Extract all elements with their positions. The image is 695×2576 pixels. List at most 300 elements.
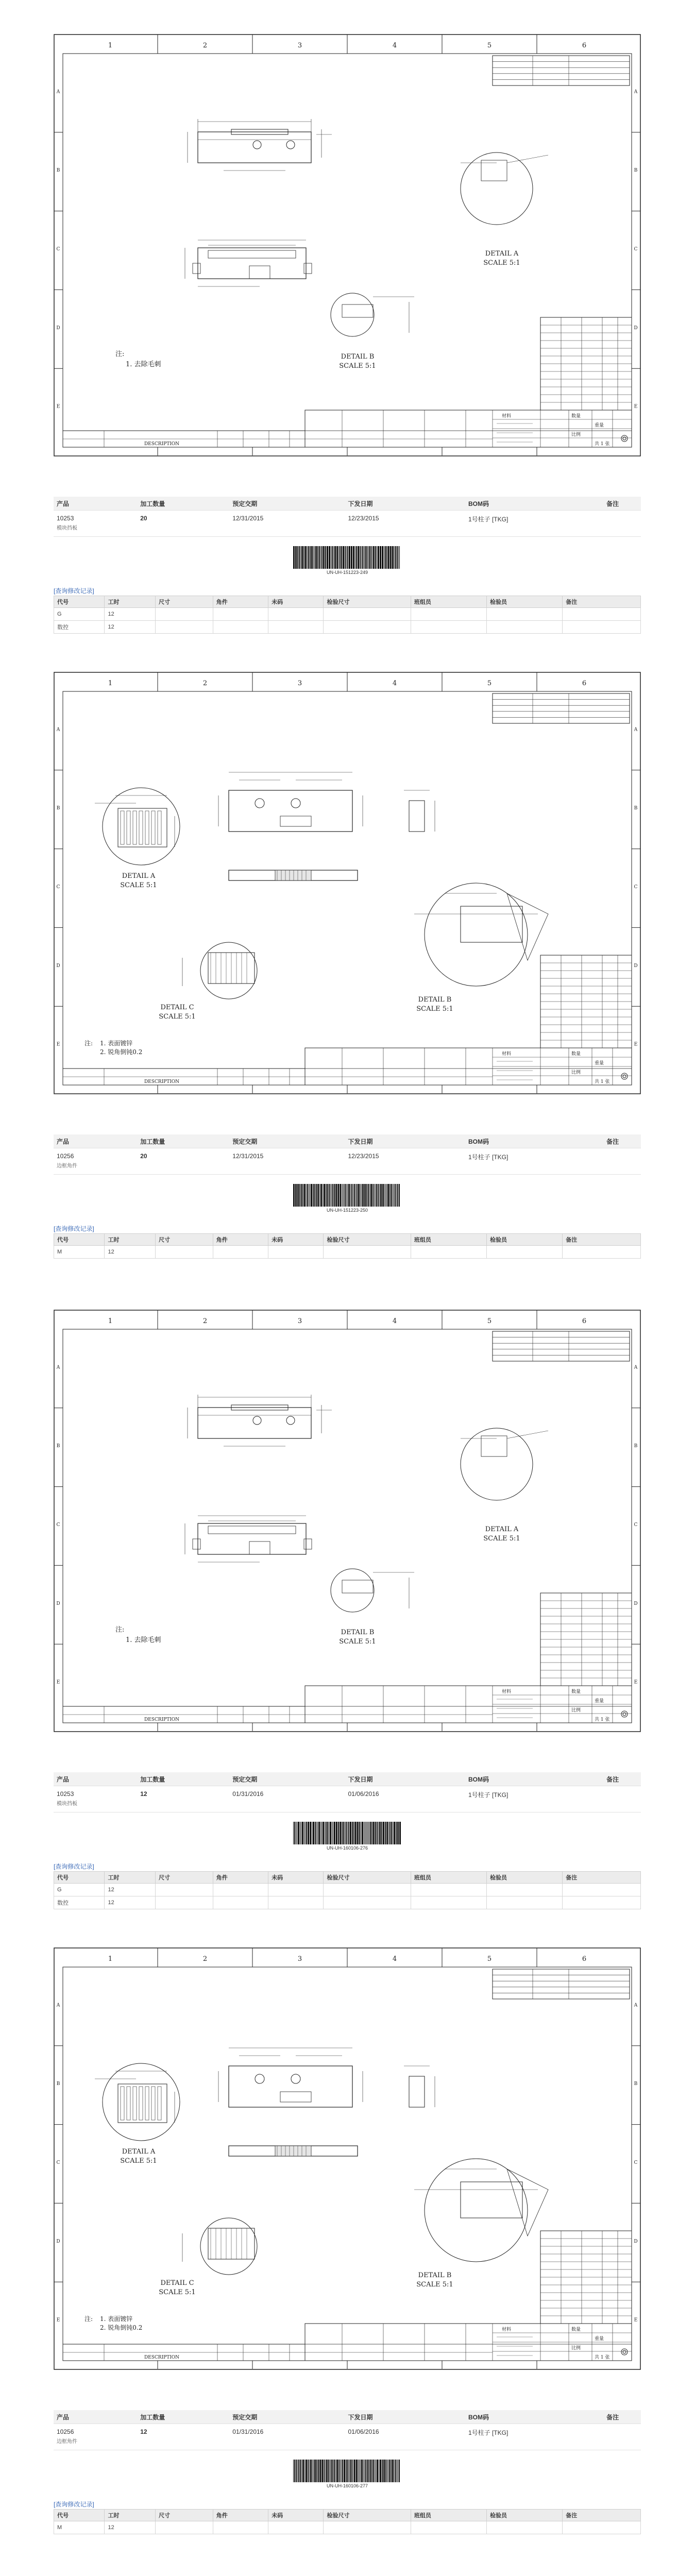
barcode-bar	[390, 546, 392, 569]
title-block-label: 共 1 张	[595, 442, 610, 447]
barcode-bar	[333, 546, 334, 569]
title-block-label: 共 1 张	[595, 1079, 610, 1084]
barcode-bar	[297, 546, 298, 569]
barcode-bar	[304, 2460, 305, 2482]
barcode-bar	[314, 546, 315, 569]
process-header-cell: 检验尺寸	[324, 1234, 411, 1246]
barcode-bar	[319, 546, 320, 569]
title-block-label: 比例	[571, 1070, 581, 1075]
notes-line: 2. 锐角倒钝0.2	[100, 2324, 143, 2331]
barcode-bar	[329, 546, 330, 569]
process-empty-cell[interactable]	[324, 1884, 411, 1896]
barcode-bar	[320, 1822, 321, 1844]
process-empty-cell[interactable]	[324, 608, 411, 621]
barcode-bar	[334, 2460, 335, 2482]
process-header-cell: 工时	[105, 2510, 156, 2521]
barcode-bar	[358, 1184, 360, 1207]
process-code: M	[54, 2521, 105, 2534]
barcode-bar	[340, 2460, 341, 2482]
barcode-bar	[395, 2460, 396, 2482]
detail-a-label: DETAIL A	[485, 1526, 519, 1533]
barcode-image	[293, 546, 401, 569]
detail-b-scale: SCALE 5:1	[339, 1638, 376, 1646]
detail-a-scale: SCALE 5:1	[483, 259, 520, 267]
barcode-bar	[308, 2460, 309, 2482]
notes-line: 1. 去除毛刺	[126, 361, 161, 368]
barcode-bar	[293, 2460, 294, 2482]
barcode-bar	[313, 2460, 314, 2482]
process-table	[54, 1871, 641, 1909]
zone-row-label: C	[56, 1522, 60, 1528]
barcode-bar	[391, 2460, 392, 2482]
barcode-bar	[370, 1822, 371, 1844]
barcode-bar	[317, 546, 318, 569]
process-header-cell: 备注	[563, 596, 641, 608]
header-quantity: 加工数量	[137, 1134, 229, 1148]
process-header-cell: 代号	[54, 2510, 105, 2521]
barcode-bar	[369, 1184, 370, 1207]
barcode-bar	[365, 546, 366, 569]
zone-row-label: A	[56, 1365, 60, 1370]
barcode-bar	[370, 1184, 372, 1207]
process-header-cell: 角件	[213, 1872, 268, 1884]
process-empty-cell[interactable]	[411, 1884, 486, 1896]
barcode-bar	[312, 2460, 313, 2482]
notes-heading: 注:	[115, 350, 125, 358]
barcode-bar	[380, 1184, 382, 1207]
barcode-bar	[365, 2460, 366, 2482]
process-empty-cell[interactable]	[563, 1246, 641, 1259]
process-empty-cell[interactable]	[411, 1246, 486, 1259]
process-header-cell: 未码	[268, 1234, 324, 1246]
barcode-bar	[311, 546, 313, 569]
barcode-bar	[389, 2460, 390, 2482]
order-info-table	[54, 497, 641, 537]
bom-value: 1号柱子 [TKG]	[465, 2424, 603, 2450]
barcode-bar	[323, 1822, 324, 1844]
barcode-bar	[294, 2460, 295, 2482]
work-order-sheet	[54, 672, 641, 1322]
order-info-row	[54, 1148, 641, 1175]
process-empty-cell[interactable]	[268, 1246, 324, 1259]
barcode-bar	[340, 546, 341, 569]
process-empty-cell[interactable]	[324, 2521, 411, 2534]
zone-row-label: B	[634, 1444, 638, 1449]
barcode-bar	[386, 1822, 388, 1844]
header-note: 备注	[603, 497, 641, 511]
technical-drawing-svg	[54, 34, 641, 456]
zone-column-label: 4	[392, 42, 397, 49]
barcode-bar	[360, 546, 361, 569]
barcode-bar	[340, 1184, 341, 1207]
process-empty-cell[interactable]	[487, 1246, 563, 1259]
barcode-bar	[321, 2460, 323, 2482]
zone-row-label: C	[56, 885, 60, 890]
barcode-bar	[316, 1184, 317, 1207]
barcode-bar	[395, 1184, 396, 1207]
barcode	[293, 1822, 401, 1853]
barcode-bar	[308, 546, 309, 569]
process-row	[54, 2521, 641, 2534]
release-date-value: 12/23/2015	[345, 511, 465, 537]
notes-line: 2. 锐角倒钝0.2	[100, 1048, 143, 1056]
barcode-bar	[313, 1822, 314, 1844]
zone-row-label: B	[634, 168, 638, 174]
barcode-bar	[323, 546, 325, 569]
process-header-cell: 代号	[54, 1234, 105, 1246]
detail-b-scale: SCALE 5:1	[416, 2281, 453, 2289]
process-empty-cell[interactable]	[268, 2521, 324, 2534]
barcode-bar	[389, 1184, 391, 1207]
zone-row-label: E	[56, 1042, 60, 1047]
process-empty-cell[interactable]	[411, 608, 486, 621]
barcode-bar	[300, 2460, 301, 2482]
barcode-bar	[332, 546, 333, 569]
zone-column-label: 2	[202, 680, 208, 687]
barcode-bar	[397, 1184, 398, 1207]
process-empty-cell[interactable]	[487, 608, 563, 621]
quantity-value: 12	[137, 2424, 229, 2450]
barcode-bar	[399, 546, 400, 569]
process-empty-cell[interactable]	[156, 2521, 213, 2534]
barcode-bar	[379, 1184, 380, 1207]
process-empty-cell[interactable]	[411, 1896, 486, 1909]
process-hours: 12	[105, 1896, 156, 1909]
zone-column-label: 3	[297, 42, 302, 49]
detail-a-scale: SCALE 5:1	[120, 2157, 157, 2165]
process-empty-cell[interactable]	[268, 1884, 324, 1896]
bom-value: 1号柱子 [TKG]	[465, 1786, 603, 1812]
barcode-bar	[307, 1184, 308, 1207]
order-info-table	[54, 2410, 641, 2450]
detail-a-label: DETAIL A	[485, 250, 519, 258]
process-empty-cell[interactable]	[487, 1896, 563, 1909]
barcode-bar	[344, 2460, 345, 2482]
barcode-bar	[391, 1822, 392, 1844]
process-header-cell: 角件	[213, 596, 268, 608]
process-empty-cell[interactable]	[213, 608, 268, 621]
barcode-bar	[353, 546, 354, 569]
technical-drawing-svg	[54, 672, 641, 1094]
process-empty-cell[interactable]	[411, 621, 486, 634]
process-header	[54, 596, 641, 608]
barcode-bar	[298, 1822, 299, 1844]
process-empty-cell[interactable]	[563, 621, 641, 634]
barcode-bar	[329, 1184, 330, 1207]
process-empty-cell[interactable]	[156, 1884, 213, 1896]
release-date-value: 12/23/2015	[345, 1148, 465, 1175]
process-empty-cell[interactable]	[156, 1246, 213, 1259]
header-bom: BOM码	[465, 497, 603, 511]
barcode-bar	[303, 546, 304, 569]
process-empty-cell[interactable]	[563, 608, 641, 621]
barcode-bar	[397, 546, 398, 569]
process-header-cell: 备注	[563, 1234, 641, 1246]
zone-column-label: 3	[297, 1955, 302, 1963]
process-empty-cell[interactable]	[213, 1896, 268, 1909]
zone-row-label: C	[634, 247, 638, 252]
barcode-bar	[314, 2460, 316, 2482]
barcode-bar	[326, 1184, 327, 1207]
header-product: 产品	[54, 1772, 137, 1786]
notes-line: 1. 去除毛刺	[126, 1636, 161, 1644]
header-order-date: 预定交期	[229, 497, 345, 511]
barcode-bar	[317, 1822, 318, 1844]
process-hours: 12	[105, 1246, 156, 1259]
barcode-bar	[360, 2460, 361, 2482]
barcode-bar	[372, 1184, 374, 1207]
process-empty-cell[interactable]	[487, 2521, 563, 2534]
zone-row-label: B	[56, 806, 60, 811]
barcode-bar	[304, 1184, 306, 1207]
barcode-bar	[325, 2460, 326, 2482]
barcode-bar	[328, 2460, 329, 2482]
barcode-bar	[382, 1184, 384, 1207]
zone-row-label: A	[634, 89, 638, 95]
process-header-cell: 角件	[213, 2510, 268, 2521]
zone-column-label: 1	[108, 1317, 113, 1325]
header-note: 备注	[603, 2410, 641, 2424]
barcode-bar	[369, 546, 370, 569]
technical-drawing-svg	[54, 1310, 641, 1732]
bom-value: 1号柱子 [TKG]	[465, 1148, 603, 1175]
order-info-row	[54, 511, 641, 537]
process-empty-cell[interactable]	[324, 621, 411, 634]
process-empty-cell[interactable]	[156, 621, 213, 634]
view-change-log-link[interactable]: [查询修改记录]	[54, 587, 94, 595]
zone-row-label: A	[56, 727, 60, 733]
barcode-bar	[341, 546, 342, 569]
barcode-bar	[346, 546, 347, 569]
process-header-cell: 检验尺寸	[324, 2510, 411, 2521]
process-table	[54, 1233, 641, 1259]
drawing-paper	[54, 1310, 641, 1732]
technical-drawing	[54, 672, 641, 1094]
barcode-bar	[334, 1822, 335, 1844]
barcode-bar	[394, 2460, 395, 2482]
barcode-bar	[311, 1184, 312, 1207]
barcode-bar	[301, 2460, 302, 2482]
barcode-bar	[337, 1184, 339, 1207]
barcode-bar	[327, 1184, 328, 1207]
barcode-bar	[397, 1822, 399, 1844]
zone-column-label: 4	[392, 1317, 397, 1325]
barcode-bar	[361, 2460, 363, 2482]
detail-b-scale: SCALE 5:1	[416, 1005, 453, 1013]
barcode-bar	[336, 1822, 337, 1844]
barcode-bar	[385, 1184, 386, 1207]
zone-column-label: 1	[108, 1955, 113, 1963]
barcode-bar	[314, 1184, 315, 1207]
zone-column-label: 2	[202, 1317, 208, 1325]
barcode-bar	[348, 1184, 350, 1207]
barcode-bar	[324, 1184, 325, 1207]
barcode-bar	[350, 1822, 351, 1844]
barcode-bar	[386, 546, 387, 569]
detail-a-label: DETAIL A	[122, 872, 156, 880]
process-header-cell: 尺寸	[156, 596, 213, 608]
zone-row-label: A	[634, 2003, 638, 2008]
process-empty-cell[interactable]	[268, 608, 324, 621]
header-quantity: 加工数量	[137, 2410, 229, 2424]
title-block-label: 比例	[571, 432, 581, 437]
process-header-cell: 检验员	[487, 1234, 563, 1246]
barcode-bar	[359, 1822, 360, 1844]
detail-a-scale: SCALE 5:1	[120, 882, 157, 889]
barcode-bar	[399, 1184, 400, 1207]
barcode-bar	[310, 546, 311, 569]
barcode-bar	[346, 2460, 347, 2482]
process-row	[54, 608, 641, 621]
detail-c-label: DETAIL C	[160, 1004, 194, 1011]
barcode-bar	[396, 1184, 397, 1207]
barcode-bar	[378, 1184, 379, 1207]
release-date-value: 01/06/2016	[345, 1786, 465, 1812]
process-empty-cell[interactable]	[213, 1884, 268, 1896]
detail-b-label: DETAIL B	[341, 1629, 375, 1636]
product-code: 10256	[57, 1153, 74, 1160]
barcode-bar	[310, 1822, 311, 1844]
zone-column-label: 5	[487, 1955, 492, 1963]
process-code: 数控	[54, 1896, 105, 1909]
barcode-bar	[302, 2460, 304, 2482]
barcode-bar	[305, 546, 307, 569]
process-empty-cell[interactable]	[213, 1246, 268, 1259]
detail-b-label: DETAIL B	[341, 353, 375, 361]
detail-c-scale: SCALE 5:1	[159, 2289, 196, 2296]
zone-row-label: E	[634, 1042, 638, 1047]
process-header-cell: 尺寸	[156, 1872, 213, 1884]
process-empty-cell[interactable]	[563, 1884, 641, 1896]
barcode-bar	[363, 2460, 364, 2482]
process-empty-cell[interactable]	[268, 1896, 324, 1909]
process-empty-cell[interactable]	[156, 1896, 213, 1909]
process-table	[54, 2509, 641, 2534]
barcode-bar	[336, 2460, 338, 2482]
description-label: DESCRIPTION	[144, 442, 180, 447]
barcode-bar	[335, 1184, 337, 1207]
barcode-bar	[382, 2460, 383, 2482]
barcode-bar	[301, 546, 303, 569]
barcode-bar	[310, 2460, 312, 2482]
product-cell	[54, 1786, 137, 1812]
barcode-bar	[341, 2460, 342, 2482]
view-change-log-link[interactable]: [查询修改记录]	[54, 1225, 94, 1232]
zone-column-label: 6	[582, 1317, 587, 1325]
barcode-bar	[306, 1822, 307, 1844]
barcode-bar	[358, 2460, 359, 2482]
view-change-log-link[interactable]: [查询修改记录]	[54, 1863, 94, 1870]
zone-column-label: 3	[297, 680, 302, 687]
barcode-bar	[293, 1822, 294, 1844]
header-order-date: 预定交期	[229, 2410, 345, 2424]
zone-row-label: B	[56, 168, 60, 174]
process-empty-cell[interactable]	[563, 1896, 641, 1909]
barcode-bar	[364, 2460, 365, 2482]
barcode-bar	[345, 1184, 346, 1207]
process-empty-cell[interactable]	[563, 2521, 641, 2534]
product-name: 模块挡板	[57, 526, 77, 531]
barcode-bar	[332, 1184, 333, 1207]
process-empty-cell[interactable]	[487, 1884, 563, 1896]
order-info-header	[54, 1134, 641, 1148]
barcode-bar	[319, 2460, 321, 2482]
process-empty-cell[interactable]	[156, 608, 213, 621]
header-bom: BOM码	[465, 1134, 603, 1148]
process-hours: 12	[105, 608, 156, 621]
header-bom: BOM码	[465, 2410, 603, 2424]
barcode-bar	[378, 546, 379, 569]
barcode-bar	[343, 546, 344, 569]
process-header-cell: 尺寸	[156, 2510, 213, 2521]
view-change-log-link[interactable]: [查询修改记录]	[54, 2501, 94, 2508]
barcode-bar	[307, 546, 308, 569]
process-header	[54, 2510, 641, 2521]
process-hours: 12	[105, 2521, 156, 2534]
barcode-bar	[296, 2460, 297, 2482]
title-block-label: 比例	[571, 2346, 581, 2351]
barcode-bar	[373, 1822, 375, 1844]
barcode-bar	[315, 1822, 316, 1844]
process-empty-cell[interactable]	[487, 621, 563, 634]
process-empty-cell[interactable]	[324, 1246, 411, 1259]
title-block-label: 重量	[595, 1699, 604, 1704]
product-code: 10253	[57, 1790, 74, 1798]
barcode-bar	[382, 546, 383, 569]
barcode-bar	[302, 1822, 303, 1844]
barcode-image	[293, 1184, 401, 1207]
zone-column-label: 6	[582, 1955, 587, 1963]
barcode-bar	[395, 546, 396, 569]
barcode-bar	[368, 2460, 369, 2482]
barcode-bar	[316, 2460, 317, 2482]
note-value	[603, 1786, 641, 1812]
barcode-bar	[366, 1184, 367, 1207]
process-header-cell: 班组员	[411, 1872, 486, 1884]
barcode-bar	[370, 546, 371, 569]
process-empty-cell[interactable]	[213, 2521, 268, 2534]
barcode-bar	[320, 546, 321, 569]
barcode-bar	[370, 2460, 371, 2482]
process-empty-cell[interactable]	[411, 2521, 486, 2534]
process-hours: 12	[105, 621, 156, 634]
product-name: 模块挡板	[57, 1801, 77, 1807]
process-header-cell: 尺寸	[156, 1234, 213, 1246]
product-cell	[54, 1148, 137, 1175]
notes-heading: 注:	[115, 1626, 125, 1634]
process-empty-cell[interactable]	[213, 621, 268, 634]
zone-column-label: 1	[108, 680, 113, 687]
barcode-bar	[373, 2460, 374, 2482]
detail-c-scale: SCALE 5:1	[159, 1013, 196, 1021]
barcode-bar	[345, 546, 346, 569]
process-empty-cell[interactable]	[268, 621, 324, 634]
header-quantity: 加工数量	[137, 497, 229, 511]
barcode-bar	[326, 1822, 327, 1844]
order-date-value: 01/31/2016	[229, 1786, 345, 1812]
description-label: DESCRIPTION	[144, 1717, 180, 1722]
process-empty-cell[interactable]	[324, 1896, 411, 1909]
detail-c-label: DETAIL C	[160, 2279, 194, 2287]
barcode-bar	[387, 1184, 389, 1207]
barcode-bar	[309, 2460, 310, 2482]
title-block-label: 数量	[571, 1689, 581, 1694]
barcode-bar	[330, 1184, 331, 1207]
barcode-bar	[362, 546, 363, 569]
zone-row-label: D	[56, 963, 60, 969]
title-block-label: 数量	[571, 414, 581, 419]
barcode-bar	[386, 1184, 387, 1207]
